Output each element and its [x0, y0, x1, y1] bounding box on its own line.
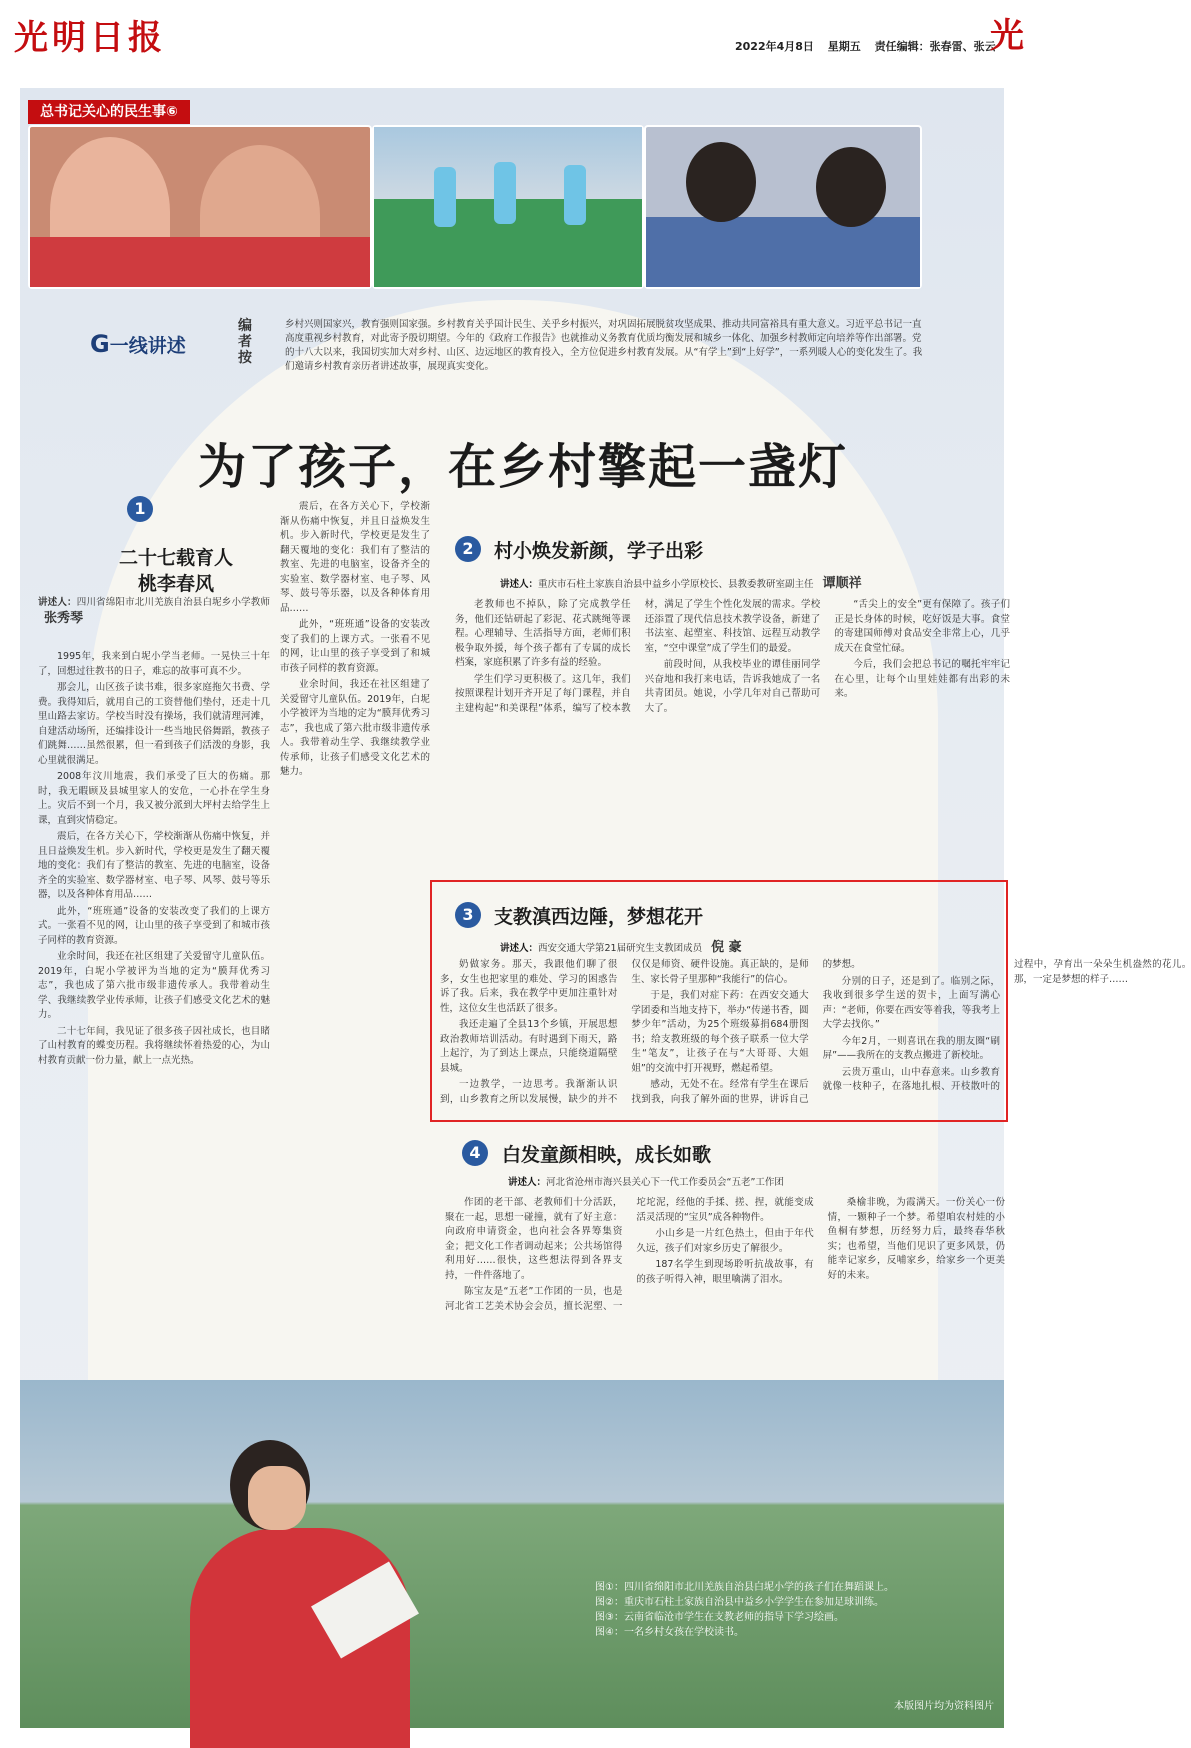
section-1-number: 1 [127, 496, 153, 522]
section-2-title: 村小焕发新颜，学子出彩 [494, 540, 704, 562]
masthead [0, 0, 1024, 70]
section-2-number: 2 [455, 536, 481, 562]
editor-note-tag: 编者按 [238, 318, 252, 366]
section-1-speaker: 讲述人：四川省绵阳市北川羌族自治县白坭乡小学教师 张秀琴 [38, 597, 270, 626]
bottom-photo [20, 1380, 1004, 1728]
editor-note: 乡村兴则国家兴，教育强则国家强。乡村教育关乎国计民生、关乎乡村振兴，对巩固拓展脱贫攻坚成果、推动共同富裕具有重大意义。习近平总书记一直高度重视乡村教育，对此寄予殷切期望。今年的《政府工作报告》也就推动义务教育优质均衡发展和城乡一体化、加强乡村教师定向培养等作出部署。党的十八大以来，我国切实加大对乡村、山区、边远地区的教育投入，全方位促进乡村教育发展。从“有学上”到“上好学”，一系列暖人心的变化发生了。我们邀请乡村教育亲历者讲述故事，展现真实变化。 [285, 319, 923, 372]
section-3-speaker: 讲述人：西安交通大学第21届研究生支教团成员 倪 豪 [500, 940, 742, 955]
section-3-title: 支教滇西边陲，梦想花开 [494, 906, 704, 928]
column-tag: 总书记关心的民生事⑥ [28, 100, 190, 124]
section-3-body: 奶做家务。那天，我跟他们聊了很多，女生也把家里的难处、学习的困惑告诉了我。后来，我在教学中更加注重针对性，这位女生也活跃了很多。 我还走遍了全县13个乡镇，开展思想政治教师培训活动。有时遇到下雨天，路上起泞，为了到达上课点，只能绕道隔壁县城。 一边教学，一边思考。我渐渐认识到，山乡教育之所以发展慢，缺少的并不仅仅是师资、硬件设施。真正缺的，是师生、家长骨子里那种“我能行”的信心。 于是，我们对症下药：在西安交通大学团委和当地支持下，举办“传递书香，圆梦少年”活动，为25个班级募捐684册图书；给支教班级的每个孩子联系一位大学生“笔友”，让孩子在与“大哥哥、大姐姐”的交流中打开视野，燃起希望。 感动，无处不在。经常有学生在课后找到我，向我了解外面的世界，讲诉自己的梦想。 分别的日子，还是到了。临别之际，我收到很多学生送的贺卡，上面写满心声：“老师，你要在西安等着我，等我考上大学去找你。” 今年2月，一则喜讯在我的朋友圈“刷屏”——我所在的支教点搬进了新校址。 云贵万重山，山中春意来。山乡教育就像一枝种子，在落地扎根、开枝散叶的过程中，孕育出一朵朵生机盎然的花儿。那，一定是梦想的样子…… [440, 959, 1191, 1105]
photo-captions [595, 1580, 995, 1640]
top-photo-1 [28, 125, 372, 289]
section-1-continuation: 震后，在各方关心下，学校渐渐从伤痛中恢复，并且日益焕发生机。步入新时代，学校更是发生了翻天覆地的变化：我们有了整洁的教室、先进的电脑室，设备齐全的实验室、数学器材室、电子琴、风琴、鼓号等乐器，以及各种体育用品…… 此外，“班班通”设备的安装改变了我们的上课方式。一张看不见的网，让山里的孩子享受到了和城市孩子同样的教育资源。 业余时间，我还在社区组建了关爱留守儿童队伍。2019年，白坭小学被评为当地的定为“膜拜优秀习志”，我也成了第六批市级非遗传承人。我带着动生学、我继续教学业传承师，让孩子们感受文化艺术的魅力。 [280, 501, 430, 777]
issue-weekday: 星期五 [827, 40, 861, 53]
lecture-label: G一线讲述 [90, 330, 186, 358]
section-4-number: 4 [462, 1140, 488, 1166]
section-1-title: 二十七载育人 桃李春风 [118, 547, 233, 595]
section-4-speaker: 讲述人：河北省沧州市海兴县关心下一代工作委员会“五老”工作团 [508, 1177, 784, 1188]
issue-editor: 责任编辑：张春雷、张云 [874, 40, 996, 53]
section-2-body: 老教师也不掉队，除了完成教学任务，他们还钻研起了彩泥、花式跳绳等课程。心理辅导、生活指导方面，老师们积极争取外援，每个孩子都有了专属的成长档案，家庭积累了许多有益的经验。 学生们学习更积极了。这几年，我们按照课程计划开齐开足了每门课程，并自主建构起“和美课程”体系，编写了校本教材，满足了学生个性化发展的需求。学校还添置了现代信息技术教学设备，新建了书法室、起塑室、科技馆、远程互动教学室，“空中课堂”成了学生们的最爱。 前段时间，从我校毕业的谭佳丽同学兴奋地和我打来电话，告诉我她成了一名共青团员。她说，小学几年对自己帮助可大了。 “舌尖上的安全”更有保障了。孩子们正是长身体的时候，吃好饭是大事。食堂的寄建国师傅对食品安全非常上心，几乎成天在食堂忙碌。 今后，我们会把总书记的嘱托牢牢记在心里，让每个山里娃娃都有出彩的未来。 [455, 599, 1010, 714]
page-headline: 为了孩子，在乡村擎起一盏灯 [198, 439, 849, 495]
caption-4: 图④：一名乡村女孩在学校读书。 [595, 1627, 744, 1638]
caption-1: 图①：四川省绵阳市北川羌族自治县白坭小学的孩子们在舞蹈课上。 [595, 1582, 894, 1593]
photo-credit: 本版图片均为资料图片 [894, 1701, 994, 1712]
section-4-body: 作团的老干部、老教师们十分活跃，聚在一起，思想一碰撞，就有了好主意：向政府申请资金，也向社会各界筹集资金；把文化工作者调动起来；公共场馆得利用好……很快，这些想法得到各界支持，一件件落地了。 陈宝友是“五老”工作团的一员，也是河北省工艺美术协会会员，擅长泥塑、一坨坨泥，经他的手揉、搓、捏，就能变成活灵活现的“宝贝”成各种物件。 小山乡是一片红色热土，但由于年代久远，孩子们对家乡历史了解很少。 187名学生到现场聆听抗战故事，有的孩子听得入神，眼里噙满了泪水。 桑榆非晚，为霞满天。一份关心一份情，一颗种子一个梦。希望咱农村娃的小鱼桐有梦想，历经努力后，最终春华秋实；也希望，当他们见识了更多风景，仍能幸记家乡，反哺家乡，给家乡一个更美好的未来。 [445, 1197, 1005, 1312]
caption-3: 图③：云南省临沧市学生在支教老师的指导下学习绘画。 [595, 1612, 844, 1623]
newspaper-logo: 光明日报 [14, 18, 166, 58]
section-1-body: 1995年，我来到白坭小学当老师。一晃快三十年了，回想过往教书的日子，难忘的故事可真不少。 那会儿，山区孩子读书难，很多家庭拖欠书费、学费。我得知后，就用自己的工资替他们垫付，还走十几里山路去家访。学校当时没有操场，我们就清理河滩，自建活动场所，还编排设计一些当地民俗舞蹈，教孩子们跳舞……虽然很累，但一看到孩子们活泼的身影，我心里就很满足。 2008年汶川地震，我们承受了巨大的伤痛。那时，我无暇顾及县城里家人的安危，一心扑在学生身上。灾后不到一个月，我又被分派到大坪村去给学生上课，直到灾情稳定。 震后，在各方关心下，学校渐渐从伤痛中恢复，并且日益焕发生机。步入新时代，学校更是发生了翻天覆地的变化：我们有了整洁的教室、先进的电脑室，设备齐全的实验室、数学器材室、电子琴、风琴、鼓号等乐器，以及各种体育用品…… 此外，“班班通”设备的安装改变了我们的上课方式。一张看不见的网，让山里的孩子享受到了和城市孩子同样的教育资源。 业余时间，我还在社区组建了关爱留守儿童队伍。2019年，白坭小学被评为当地的定为“膜拜优秀习志”，我也成了第六批市级非遗传承人。我带着动生学、我继续教学业传承师，让孩子们感受文化艺术的魅力。 二十七年间，我见证了很多孩子因社成长，也目睹了山村教育的蝶变历程。我将继续怀着热爱的心，为山村教育贡献一份力量，献上一点光热。 [38, 651, 270, 1066]
issue-meta [735, 38, 1006, 54]
issue-date: 2022年4月8日 [735, 40, 814, 53]
g-mark-icon: G [90, 330, 110, 358]
section-3-number: 3 [455, 902, 481, 928]
masthead-corner-mark: 光 [990, 16, 1024, 56]
top-photo-3 [644, 125, 922, 289]
caption-2: 图②：重庆市石柱土家族自治县中益乡小学学生在参加足球训练。 [595, 1597, 884, 1608]
top-photo-2 [372, 125, 644, 289]
section-4-title: 白发童颜相映，成长如歌 [502, 1144, 712, 1166]
girl-reading-figure [170, 1410, 470, 1740]
section-2-speaker: 讲述人：重庆市石柱土家族自治县中益乡小学原校长、县教委教研室副主任 谭顺祥 [500, 576, 862, 591]
